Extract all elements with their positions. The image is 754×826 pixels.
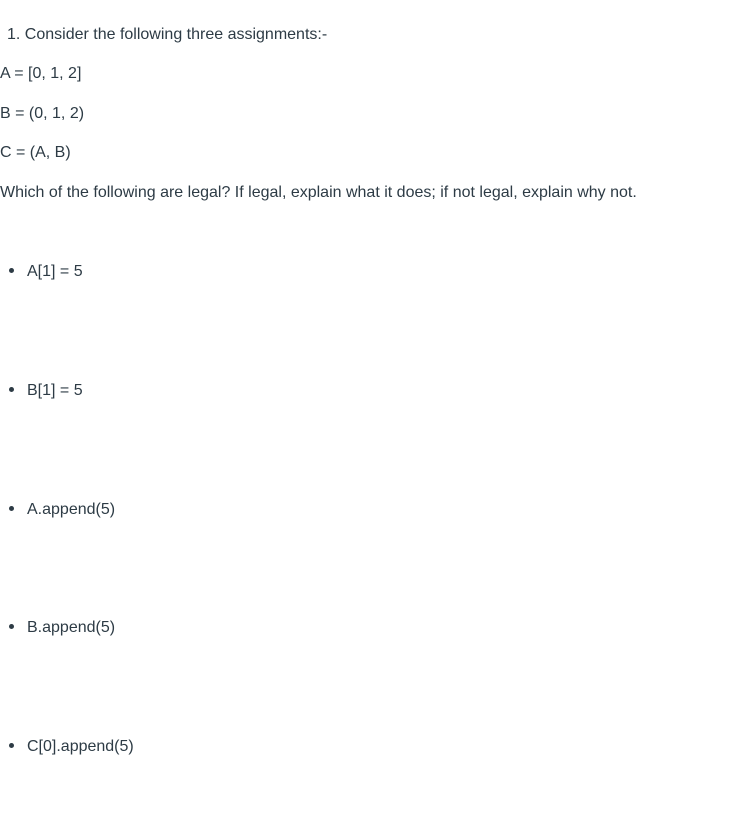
list-item: [9, 737, 134, 757]
list-item-text: C[0].append(5): [27, 738, 134, 755]
bullet-icon: [9, 743, 14, 748]
bullet-icon: [9, 506, 14, 511]
assignment-a: A = [0, 1, 2]: [0, 65, 82, 82]
bullet-icon: [9, 268, 14, 273]
list-item-text: A[1] = 5: [27, 263, 83, 280]
list-item-text: B.append(5): [27, 619, 116, 636]
list-item-text: B[1] = 5: [27, 382, 83, 399]
assignment-b: B = (0, 1, 2): [0, 105, 85, 122]
bullet-icon: [9, 387, 14, 392]
list-item: [9, 262, 83, 282]
list-item: [9, 618, 115, 638]
list-item-text: A.append(5): [27, 501, 116, 518]
list-item: [9, 381, 83, 401]
assignment-c: C = (A, B): [0, 144, 71, 161]
list-item: [9, 500, 115, 520]
bullet-icon: [9, 624, 14, 629]
question-prompt: Which of the following are legal? If legal, explain what it does; if not legal, explain why not.: [0, 184, 637, 201]
question-heading: 1. Consider the following three assignments:-: [7, 26, 328, 43]
